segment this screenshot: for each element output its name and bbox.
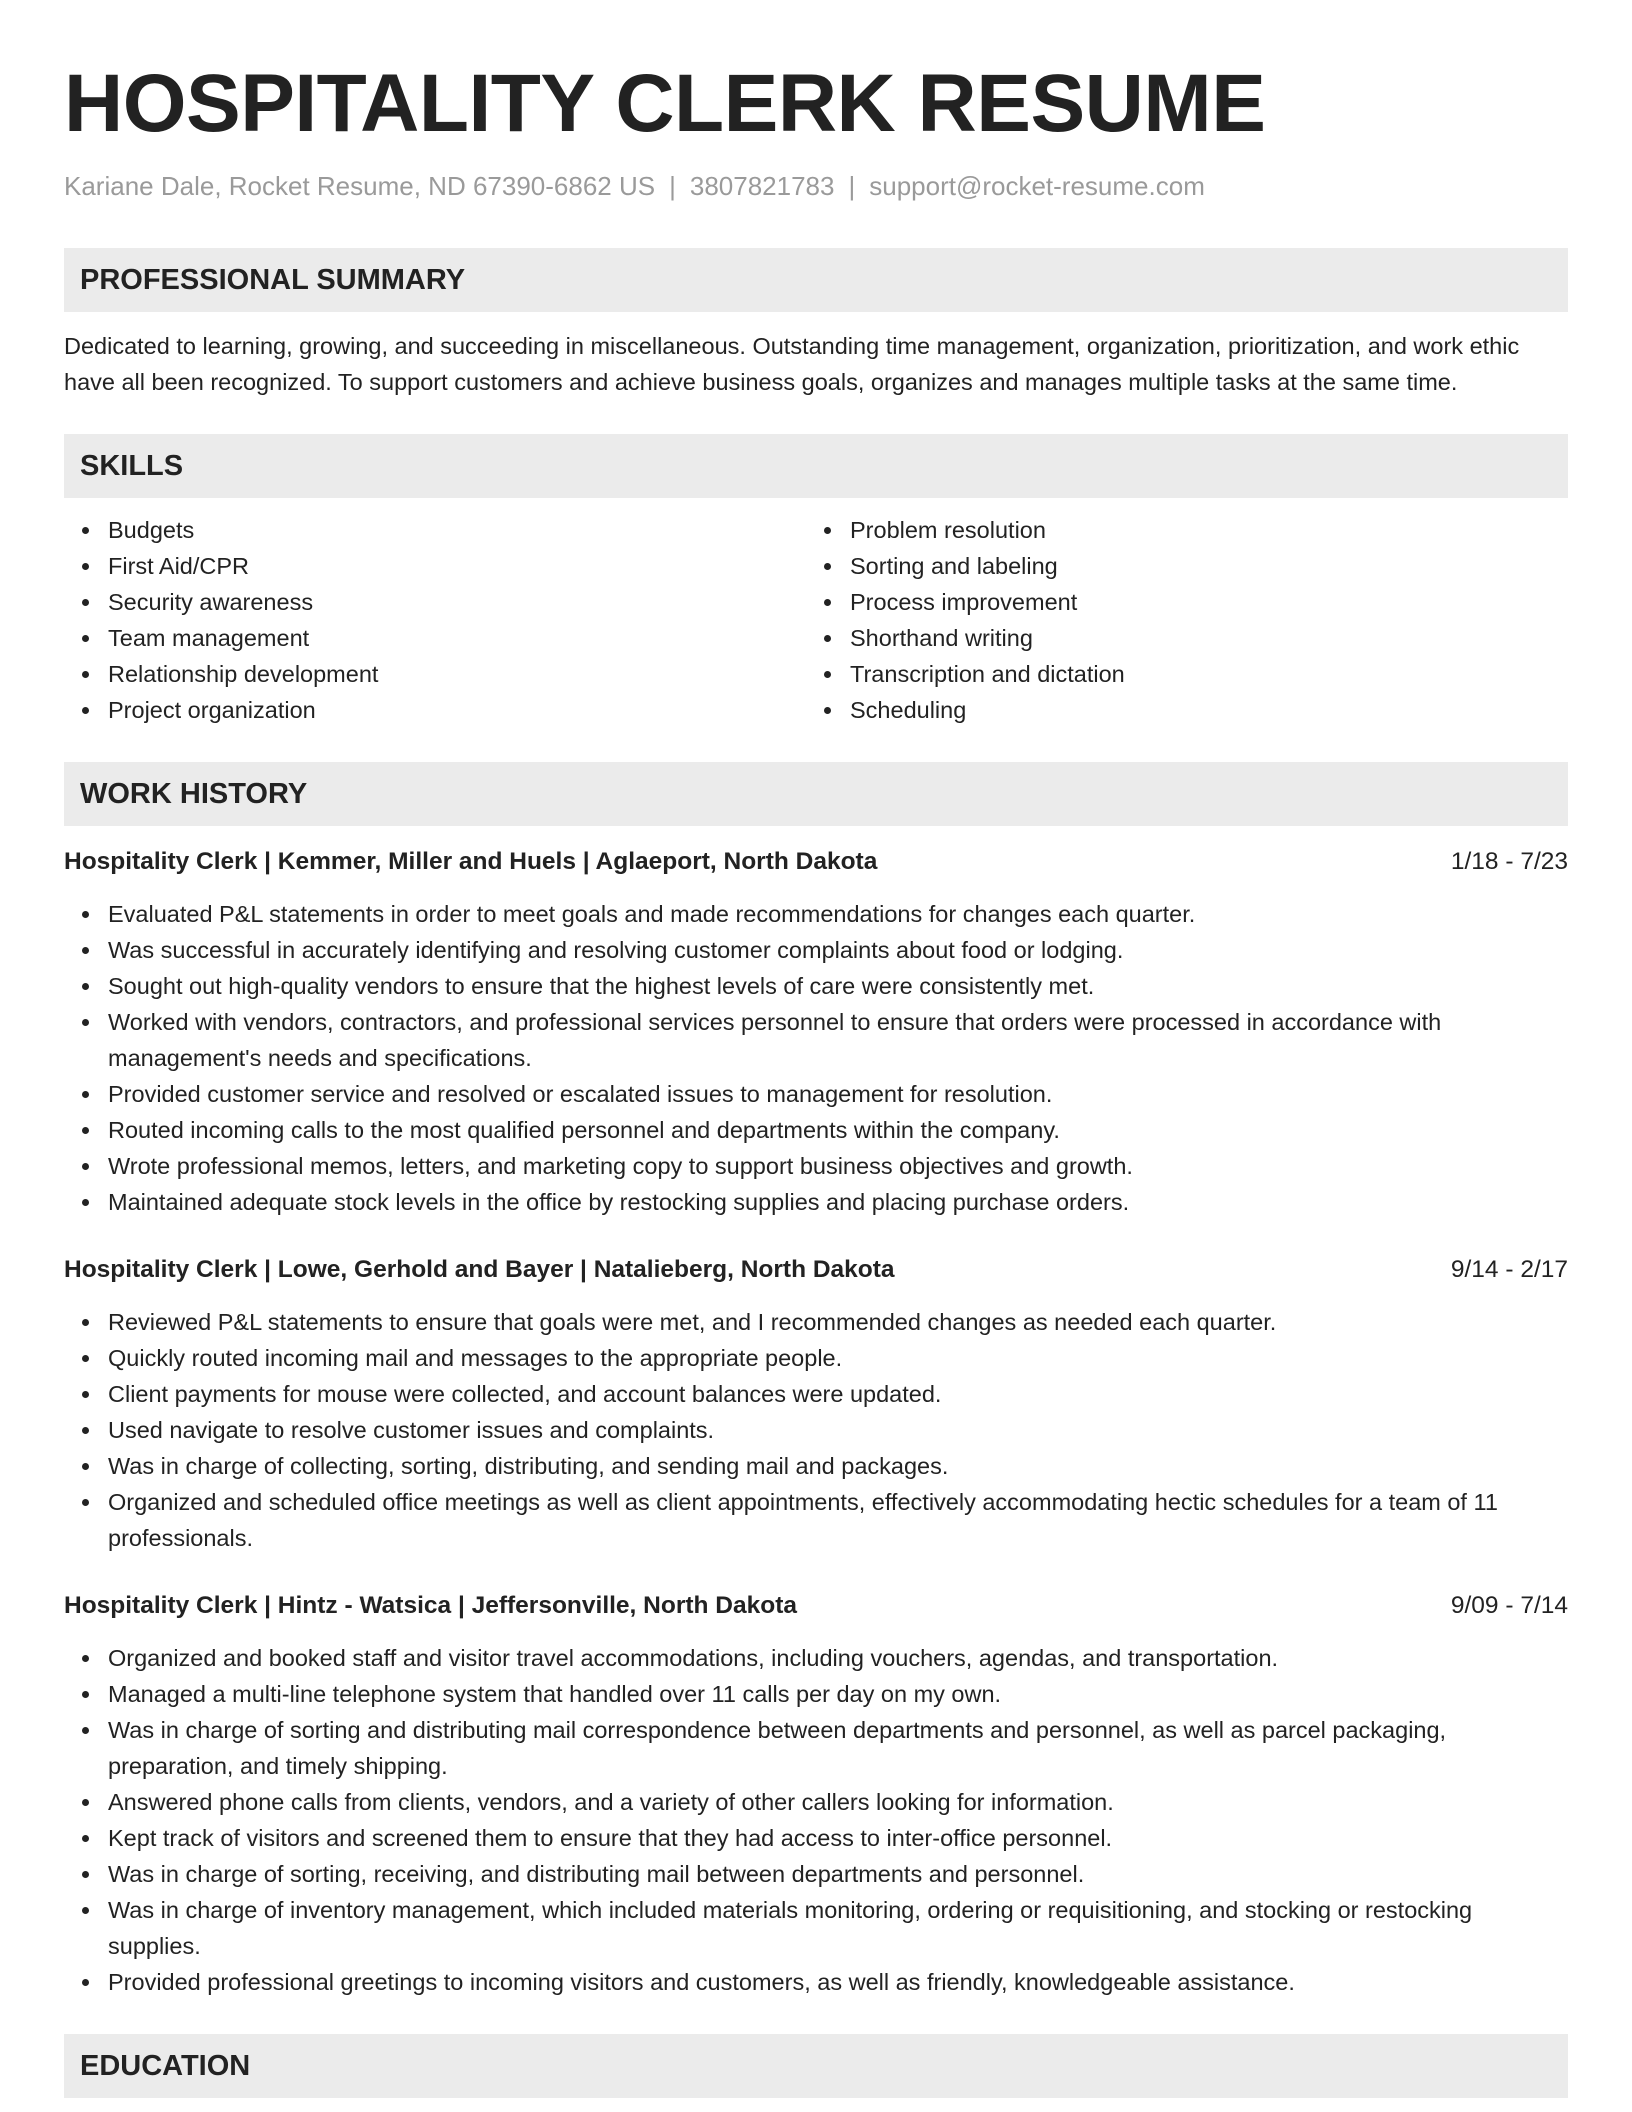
skill-item: Scheduling <box>806 692 1548 728</box>
skill-item: Process improvement <box>806 584 1548 620</box>
contact-separator: | <box>848 171 856 201</box>
summary-heading: PROFESSIONAL SUMMARY <box>64 248 1568 312</box>
job-bullet: Reviewed P&L statements to ensure that goals were met, and I recommended changes as needed each quarter. <box>64 1304 1568 1340</box>
job-bullet: Provided professional greetings to incoming visitors and customers, as well as friendly, knowledgeable assistance. <box>64 1964 1568 2000</box>
job-header <box>64 844 1568 880</box>
skill-item: Transcription and dictation <box>806 656 1548 692</box>
skills-column-left <box>64 512 806 728</box>
job-bullet: Used navigate to resolve customer issues and complaints. <box>64 1412 1568 1448</box>
job-header <box>64 1252 1568 1288</box>
job-dates: 9/14 - 2/17 <box>1450 1256 1568 1283</box>
job-title: Hospitality Clerk | Hintz - Watsica | Jeffersonville, North Dakota <box>64 1592 797 1619</box>
contact-phone: 3807821783 <box>689 171 835 201</box>
summary-text: Dedicated to learning, growing, and succeeding in miscellaneous. Outstanding time management, organization, prioritization, and work ethic have all been recognized. To support customers and achieve business goals, organizes and manages multiple tasks at the same time. <box>64 333 1520 395</box>
job-bullet: Kept track of visitors and screened them to ensure that they had access to inter-office personnel. <box>64 1820 1568 1856</box>
job-bullet: Routed incoming calls to the most qualified personnel and departments within the company. <box>64 1112 1568 1148</box>
job-bullet: Client payments for mouse were collected, and account balances were updated. <box>64 1376 1568 1412</box>
skill-item: Budgets <box>64 512 806 548</box>
skill-item: Problem resolution <box>806 512 1548 548</box>
job-title: Hospitality Clerk | Kemmer, Miller and Huels | Aglaeport, North Dakota <box>64 848 878 875</box>
job-bullet: Organized and booked staff and visitor travel accommodations, including vouchers, agendas, and transportation. <box>64 1640 1568 1676</box>
job-title: Hospitality Clerk | Lowe, Gerhold and Bayer | Natalieberg, North Dakota <box>64 1256 895 1283</box>
job-bullet: Wrote professional memos, letters, and marketing copy to support business objectives and growth. <box>64 1148 1568 1184</box>
job-bullet-list <box>64 896 1568 1220</box>
skill-item: Relationship development <box>64 656 806 692</box>
work-history-heading: WORK HISTORY <box>64 762 1568 826</box>
job-bullet: Provided customer service and resolved or escalated issues to management for resolution. <box>64 1076 1568 1112</box>
contact-email: support@rocket-resume.com <box>869 171 1205 201</box>
job-bullet: Answered phone calls from clients, vendors, and a variety of other callers looking for information. <box>64 1784 1568 1820</box>
job-entry <box>64 1588 1568 2000</box>
skill-item: Sorting and labeling <box>806 548 1548 584</box>
contact-separator: | <box>669 171 676 201</box>
skill-item: Security awareness <box>64 584 806 620</box>
job-bullet: Was in charge of sorting, receiving, and distributing mail between departments and personnel. <box>64 1856 1568 1892</box>
job-bullet: Evaluated P&L statements in order to meet goals and made recommendations for changes each quarter. <box>64 896 1568 932</box>
skills-column-right <box>806 512 1548 728</box>
job-bullet-list <box>64 1640 1568 2000</box>
skill-item: Team management <box>64 620 806 656</box>
resume-title: HOSPITALITY CLERK RESUME <box>64 58 1266 149</box>
job-dates: 9/09 - 7/14 <box>1450 1592 1568 1619</box>
job-bullet: Was in charge of collecting, sorting, distributing, and sending mail and packages. <box>64 1448 1568 1484</box>
job-bullet: Quickly routed incoming mail and messages to the appropriate people. <box>64 1340 1568 1376</box>
job-entry <box>64 1252 1568 1556</box>
skills-grid <box>64 512 1568 728</box>
contact-address: Kariane Dale, Rocket Resume, ND 67390-6862 US <box>64 171 656 201</box>
skills-heading: SKILLS <box>64 434 1568 498</box>
job-bullet: Maintained adequate stock levels in the office by restocking supplies and placing purchase orders. <box>64 1184 1568 1220</box>
education-heading: EDUCATION <box>64 2034 1568 2098</box>
job-bullet: Was in charge of inventory management, which included materials monitoring, ordering or requisitioning, and stocking or restocking supplies. <box>64 1892 1568 1964</box>
job-bullet: Worked with vendors, contractors, and professional services personnel to ensure that orders were processed in accordance with management's needs and specifications. <box>64 1004 1568 1076</box>
skill-item: Project organization <box>64 692 806 728</box>
job-bullet: Managed a multi-line telephone system that handled over 11 calls per day on my own. <box>64 1676 1568 1712</box>
job-bullet-list <box>64 1304 1568 1556</box>
skill-item: Shorthand writing <box>806 620 1548 656</box>
skill-item: First Aid/CPR <box>64 548 806 584</box>
job-bullet: Was in charge of sorting and distributing mail correspondence between departments and personnel, as well as parcel packaging, preparation, and timely shipping. <box>64 1712 1568 1784</box>
job-dates: 1/18 - 7/23 <box>1450 848 1568 875</box>
job-bullet: Sought out high-quality vendors to ensure that the highest levels of care were consistently met. <box>64 968 1568 1004</box>
resume-page <box>64 0 1568 2098</box>
contact-line <box>64 168 1568 204</box>
job-bullet: Was successful in accurately identifying and resolving customer complaints about food or lodging. <box>64 932 1568 968</box>
job-header <box>64 1588 1568 1624</box>
job-entry <box>64 844 1568 1220</box>
job-bullet: Organized and scheduled office meetings as well as client appointments, effectively accommodating hectic schedules for a team of 11 professionals. <box>64 1484 1568 1556</box>
